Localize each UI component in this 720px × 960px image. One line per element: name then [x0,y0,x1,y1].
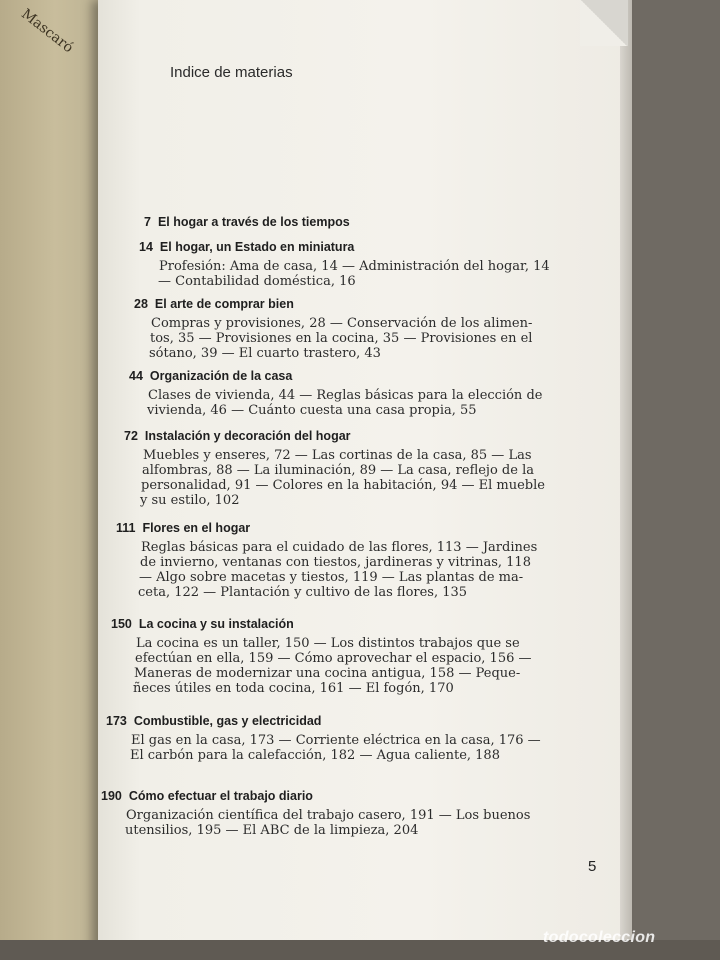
toc-entry-line: Muebles y enseres, 72 — Las cortinas de la casa, 85 — Las [143,448,532,463]
toc-entry-page: 190 [101,789,122,803]
toc-entry-title [129,369,292,383]
toc-entry-title [139,240,354,254]
toc-entry-line: tos, 35 — Provisiones en la cocina, 35 — Provisiones en el [150,331,533,346]
toc-entry-label: Cómo efectuar el trabajo diario [128,789,313,803]
toc-entry-line: de invierno, ventanas con tiestos, jardineras y vitrinas, 118 [140,555,531,570]
toc-entry-title [116,521,250,535]
toc-entry-line: El carbón para la calefacción, 182 — Agua caliente, 188 [130,748,500,763]
toc-entry-label: El arte de comprar bien [154,297,294,311]
toc-entry-label: Combustible, gas y electricidad [133,714,322,728]
toc-entry-title [124,429,351,443]
toc-entry-line: ñeces útiles en toda cocina, 161 — El fogón, 170 [133,681,454,696]
toc-entry-line: Reglas básicas para el cuidado de las flores, 113 — Jardines [141,540,538,555]
toc-entry-line: Clases de vivienda, 44 — Reglas básicas para la elección de [148,388,543,403]
toc-entry-page: 44 [129,369,143,383]
toc-entry-title [144,215,350,229]
spine-author: Mascaró [18,6,77,57]
toc-entry-line: Organización científica del trabajo casero, 191 — Los buenos [126,808,531,823]
toc-entry-label: Flores en el hogar [142,521,251,535]
toc-entry-title [111,617,294,631]
toc-entry-line: Maneras de modernizar una cocina antigua, 158 — Peque- [134,666,521,681]
toc-entry-page: 150 [111,617,132,631]
page-edge [620,0,632,950]
page-number: 5 [588,858,597,875]
page-corner-fold [580,0,628,46]
toc-entry-line: — Algo sobre macetas y tiestos, 119 — Las plantas de ma- [139,570,524,585]
toc-entry-line: ceta, 122 — Plantación y cultivo de las flores, 135 [138,585,468,600]
toc-entry-label: La cocina y su instalación [138,617,294,631]
toc-entry-page: 14 [139,240,153,254]
toc-entry-page: 173 [106,714,127,728]
watermark: todocoleccion [543,929,656,946]
toc-entry-label: El hogar, un Estado en miniatura [159,240,355,254]
toc-entry-title [101,789,313,803]
toc-entry-line: El gas en la casa, 173 — Corriente eléctrica en la casa, 176 — [131,733,541,748]
toc-entry-line: y su estilo, 102 [140,493,240,508]
toc-entry-title [134,297,294,311]
toc-entry-line: La cocina es un taller, 150 — Los distintos trabajos que se [136,636,520,651]
toc-entry-label: Organización de la casa [149,369,293,383]
toc-entry-page: 28 [134,297,148,311]
toc-entry-title [106,714,321,728]
toc-entry-line: — Contabilidad doméstica, 16 [158,274,356,289]
toc-entry-line: personalidad, 91 — Colores en la habitación, 94 — El mueble [141,478,545,493]
toc-entry-line: Compras y provisiones, 28 — Conservación de los alimen- [151,316,533,331]
toc-entry-page: 72 [124,429,138,443]
toc-entry-label: El hogar a través de los tiempos [157,215,350,229]
toc-entry-line: sótano, 39 — El cuarto trastero, 43 [149,346,381,361]
toc-entry-line: Profesión: Ama de casa, 14 — Administración del hogar, 14 [159,259,550,274]
toc-entry-page: 7 [144,215,151,229]
toc-entry-line: utensilios, 195 — El ABC de la limpieza, 204 [125,823,419,838]
toc-entry-label: Instalación y decoración del hogar [144,429,351,443]
toc-entry-line: efectúan en ella, 159 — Cómo aprovechar el espacio, 156 — [135,651,532,666]
book-spine [0,0,100,960]
toc-entry-page: 111 [116,521,136,535]
toc-entry-line: alfombras, 88 — La iluminación, 89 — La casa, reflejo de la [142,463,534,478]
toc-entry-line: vivienda, 46 — Cuánto cuesta una casa propia, 55 [147,403,477,418]
page-title: Indice de materias [170,64,293,81]
